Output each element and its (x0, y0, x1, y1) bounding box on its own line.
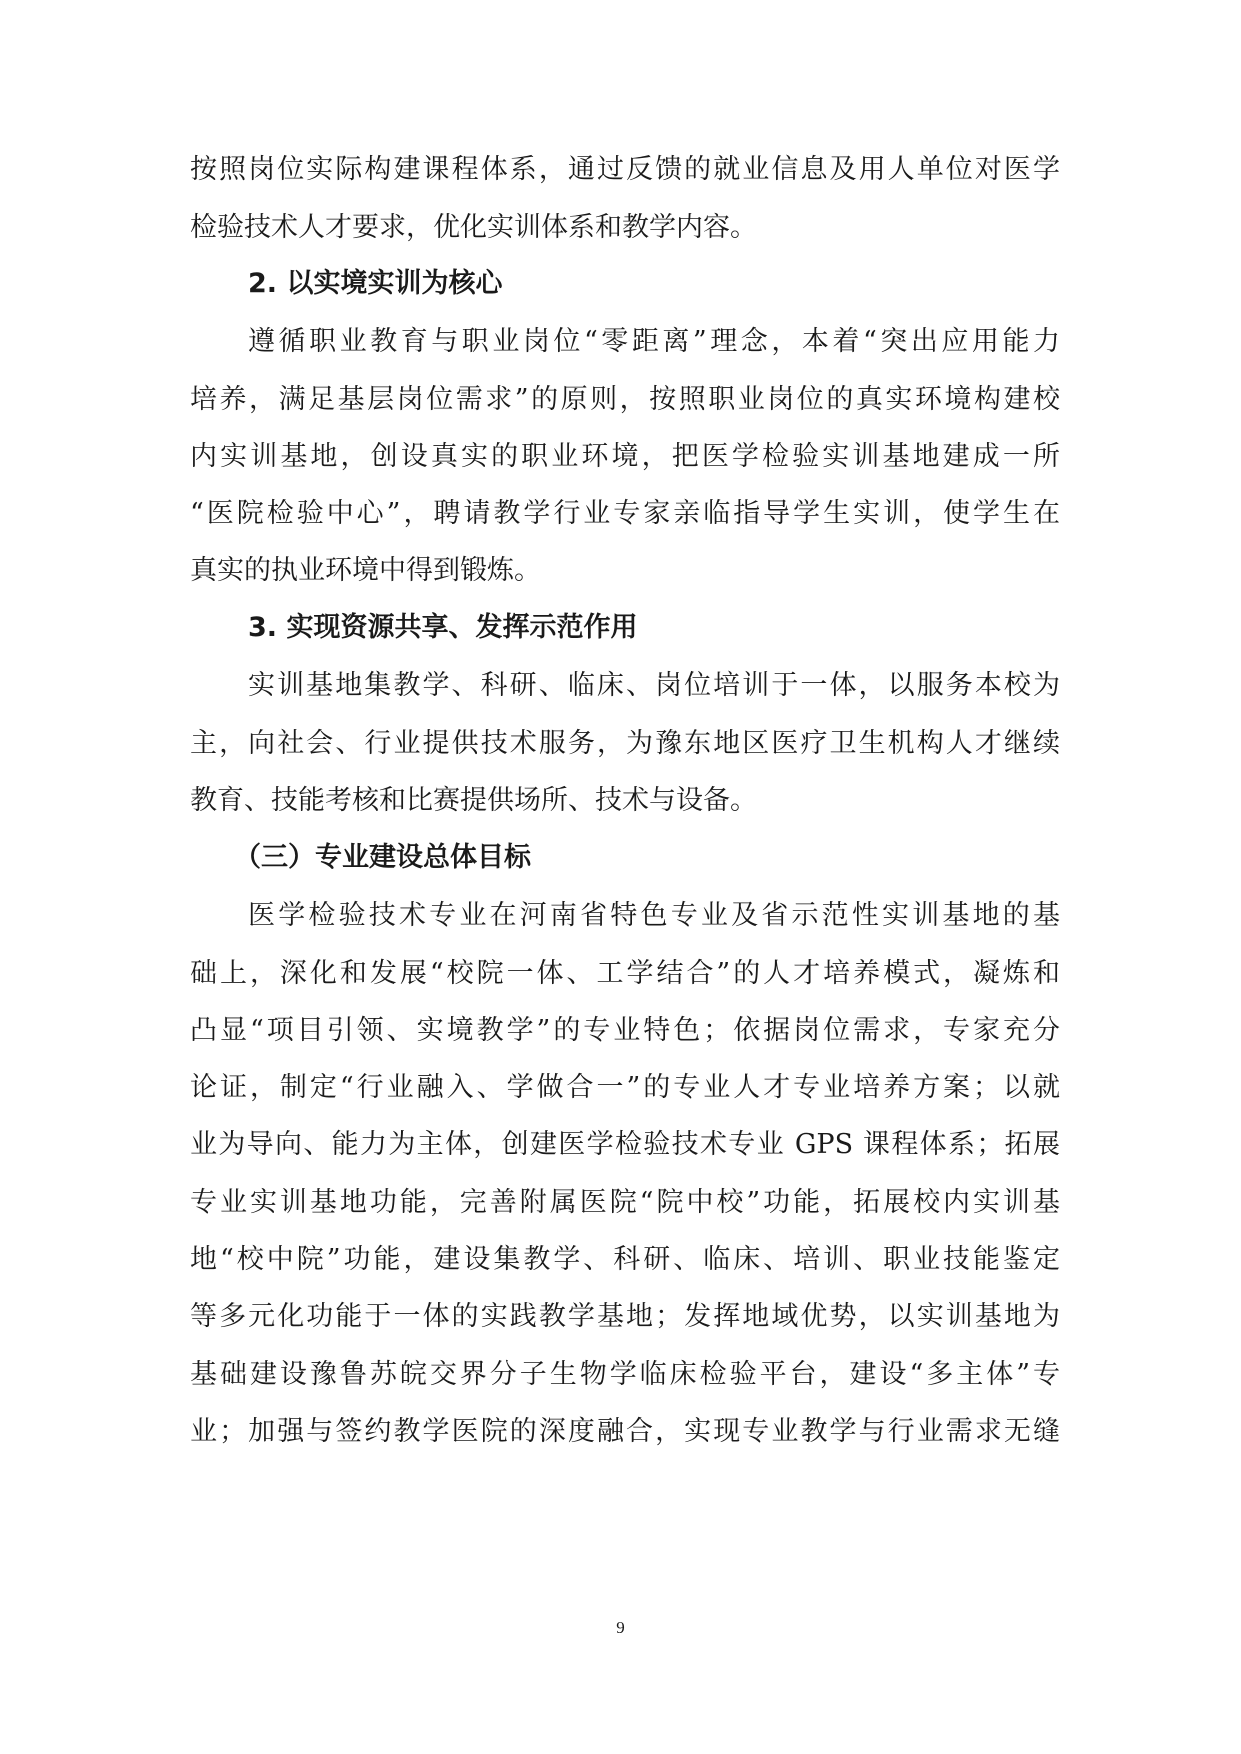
paragraph-line: 等多元化功能于一体的实践教学基地；发挥地域优势，以实训基地为 (190, 1301, 1060, 1332)
paragraph-line: 凸显“项目引领、实境教学”的专业特色；依据岗位需求，专家充分 (190, 1015, 1060, 1046)
subheading-2: 2. 以实境实训为核心 (248, 268, 503, 299)
paragraph-line: 按照岗位实际构建课程体系，通过反馈的就业信息及用人单位对医学 (190, 154, 1060, 185)
paragraph-line: 真实的执业环境中得到锻炼。 (190, 555, 541, 586)
page-number: 9 (616, 1618, 625, 1637)
paragraph-line: 遵循职业教育与职业岗位“零距离”理念，本着“突出应用能力 (248, 326, 1060, 357)
paragraph-line: “医院检验中心”，聘请教学行业专家亲临指导学生实训，使学生在 (190, 498, 1060, 529)
paragraph-line: 检验技术人才要求，优化实训体系和教学内容。 (190, 212, 757, 243)
paragraph-line: 础上，深化和发展“校院一体、工学结合”的人才培养模式，凝炼和 (190, 958, 1060, 989)
paragraph-line: 实训基地集教学、科研、临床、岗位培训于一体，以服务本校为 (248, 670, 1060, 701)
paragraph-line: 医学检验技术专业在河南省特色专业及省示范性实训基地的基 (248, 900, 1060, 931)
paragraph-line: 地“校中院”功能，建设集教学、科研、临床、培训、职业技能鉴定 (190, 1244, 1060, 1275)
subheading-3: 3. 实现资源共享、发挥示范作用 (248, 612, 638, 643)
paragraph-line: 主，向社会、行业提供技术服务，为豫东地区医疗卫生机构人才继续 (190, 728, 1060, 759)
paragraph-line: 内实训基地，创设真实的职业环境，把医学检验实训基地建成一所 (190, 441, 1060, 472)
paragraph-line: 基础建设豫鲁苏皖交界分子生物学临床检验平台，建设“多主体”专 (190, 1359, 1060, 1390)
paragraph-line: 论证，制定“行业融入、学做合一”的专业人才专业培养方案；以就 (190, 1072, 1060, 1103)
paragraph-line: 业为导向、能力为主体，创建医学检验技术专业 GPS 课程体系；拓展 (190, 1129, 1060, 1160)
paragraph-line: 教育、技能考核和比赛提供场所、技术与设备。 (190, 785, 757, 816)
paragraph-line: 专业实训基地功能，完善附属医院“院中校”功能，拓展校内实训基 (190, 1187, 1060, 1218)
paragraph-line: 业；加强与签约教学医院的深度融合，实现专业教学与行业需求无缝 (190, 1416, 1060, 1447)
paragraph-line: 培养，满足基层岗位需求”的原则，按照职业岗位的真实环境构建校 (190, 384, 1060, 415)
section-heading: （三）专业建设总体目标 (234, 842, 531, 873)
